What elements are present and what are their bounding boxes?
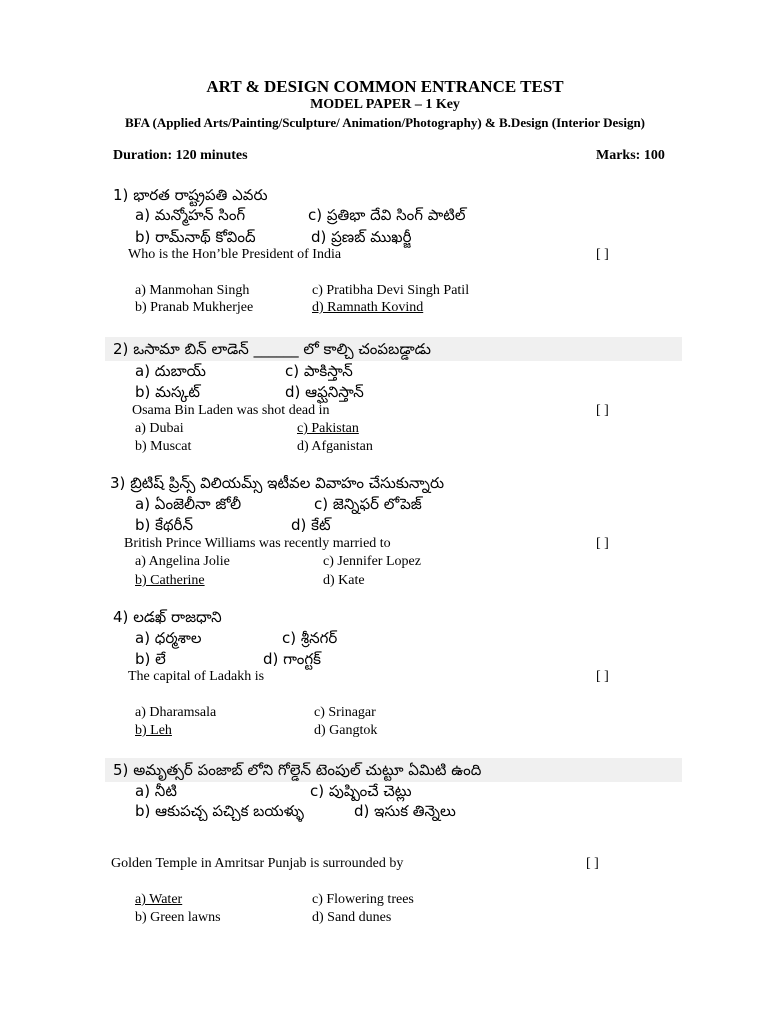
english-option-c: c) Pratibha Devi Singh Patil bbox=[312, 283, 470, 298]
telugu-option-c: c) పుష్పించే చెట్లు bbox=[310, 782, 412, 800]
question-number: 2) bbox=[113, 340, 129, 358]
english-option-b: b) Pranab Mukherjee bbox=[135, 300, 254, 315]
telugu-question: భారత రాష్ట్రపతి ఎవరు bbox=[133, 186, 268, 204]
answer-bracket: [ ] bbox=[596, 536, 609, 551]
english-question: The capital of Ladakh is bbox=[128, 669, 265, 684]
telugu-option-c: c) జెన్నిఫర్ లోపెజ్ bbox=[314, 495, 422, 513]
english-option-d: d) Sand dunes bbox=[312, 910, 392, 925]
telugu-option-d: d) ప్రణబ్ ముఖర్జీ bbox=[311, 228, 412, 246]
english-option-d: d) Gangtok bbox=[314, 723, 378, 738]
telugu-question: బ్రిటిష్ ప్రిన్స్ విలియమ్స్ ఇటీవల వివాహం చేసుకున్నారు bbox=[130, 474, 445, 492]
telugu-option-d: d) ఇసుక తిన్నెలు bbox=[354, 802, 456, 820]
telugu-question: లడఖ్ రాజధాని bbox=[133, 608, 222, 626]
english-question: Golden Temple in Amritsar Punjab is surrounded by bbox=[111, 856, 404, 871]
english-option-a-answer: a) Water bbox=[135, 892, 183, 907]
english-option-b-answer: b) Catherine bbox=[135, 573, 205, 588]
answer-bracket: [ ] bbox=[596, 403, 609, 418]
english-option-c: c) Jennifer Lopez bbox=[323, 554, 421, 569]
english-option-b: b) Muscat bbox=[135, 439, 192, 454]
english-option-b: b) Green lawns bbox=[135, 910, 221, 925]
telugu-option-b: b) లే bbox=[135, 650, 166, 668]
telugu-option-a: a) ధర్మశాల bbox=[135, 629, 202, 647]
english-option-c: c) Srinagar bbox=[314, 705, 376, 720]
telugu-option-b: b) కేథరీన్ bbox=[135, 516, 193, 534]
telugu-option-b: b) ఆకుపచ్చ పచ్చిక బయళ్ళు bbox=[135, 802, 305, 820]
telugu-option-d: d) ఆఫ్ఘనిస్తాన్ bbox=[285, 383, 364, 401]
page-title: ART & DESIGN COMMON ENTRANCE TEST bbox=[206, 77, 564, 96]
telugu-option-d: d) కేట్ bbox=[291, 516, 331, 534]
question-number: 3) bbox=[110, 474, 126, 492]
telugu-option-d: d) గాంగ్టక్ bbox=[263, 650, 321, 668]
answer-bracket: [ ] bbox=[586, 856, 599, 871]
telugu-option-b: b) రామ్‌నాథ్ కోవింద్ bbox=[135, 228, 256, 246]
english-option-c-answer: c) Pakistan bbox=[297, 421, 359, 436]
telugu-option-c: c) పాకిస్తాన్ bbox=[285, 362, 353, 380]
programs-line: BFA (Applied Arts/Painting/Sculpture/ Animation/Photography) & B.Design (Interior Design) bbox=[124, 115, 646, 130]
english-option-d: d) Afganistan bbox=[297, 439, 373, 454]
english-option-a: a) Dharamsala bbox=[135, 705, 217, 720]
english-option-d: d) Kate bbox=[323, 573, 365, 588]
english-question: Who is the Hon’ble President of India bbox=[128, 247, 342, 262]
english-question: Osama Bin Laden was shot dead in bbox=[132, 403, 330, 418]
english-option-a: a) Angelina Jolie bbox=[135, 554, 230, 569]
english-option-c: c) Flowering trees bbox=[312, 892, 414, 907]
english-option-d-answer: d) Ramnath Kovind bbox=[312, 300, 424, 315]
marks-label: Marks: 100 bbox=[596, 148, 665, 163]
telugu-question: ఒసామా బిన్ లాడెన్ ______ లో కాల్చి చంపబడ్డాడు bbox=[133, 340, 431, 358]
answer-bracket: [ ] bbox=[596, 247, 609, 262]
english-option-a: a) Dubai bbox=[135, 421, 184, 436]
telugu-question: అమృత్సర్ పంజాబ్ లోని గోల్డెన్ టెంపుల్ చుట్టూ ఏమిటి ఉంది bbox=[133, 761, 482, 779]
telugu-option-c: c) శ్రీనగర్ bbox=[282, 629, 338, 647]
telugu-option-a: a) నీటి bbox=[135, 782, 177, 800]
telugu-option-c: c) ప్రతిభా దేవి సింగ్ పాటిల్ bbox=[308, 206, 466, 224]
telugu-option-b: b) మస్కట్ bbox=[135, 383, 200, 401]
english-option-a: a) Manmohan Singh bbox=[135, 283, 250, 298]
answer-bracket: [ ] bbox=[596, 669, 609, 684]
english-question: British Prince Williams was recently married to bbox=[124, 536, 391, 551]
telugu-option-a: a) ఏంజెలీనా జోలీ bbox=[135, 495, 242, 513]
duration-label: Duration: 120 minutes bbox=[113, 148, 248, 163]
english-option-b-answer: b) Leh bbox=[135, 723, 172, 738]
question-number: 1) bbox=[113, 186, 129, 204]
telugu-option-a: a) మన్మోహన్ సింగ్ bbox=[135, 206, 246, 224]
question-number: 4) bbox=[113, 608, 129, 626]
page-subtitle: MODEL PAPER – 1 Key bbox=[310, 97, 460, 112]
question-number: 5) bbox=[113, 761, 129, 779]
telugu-option-a: a) దుబాయ్ bbox=[135, 362, 206, 380]
